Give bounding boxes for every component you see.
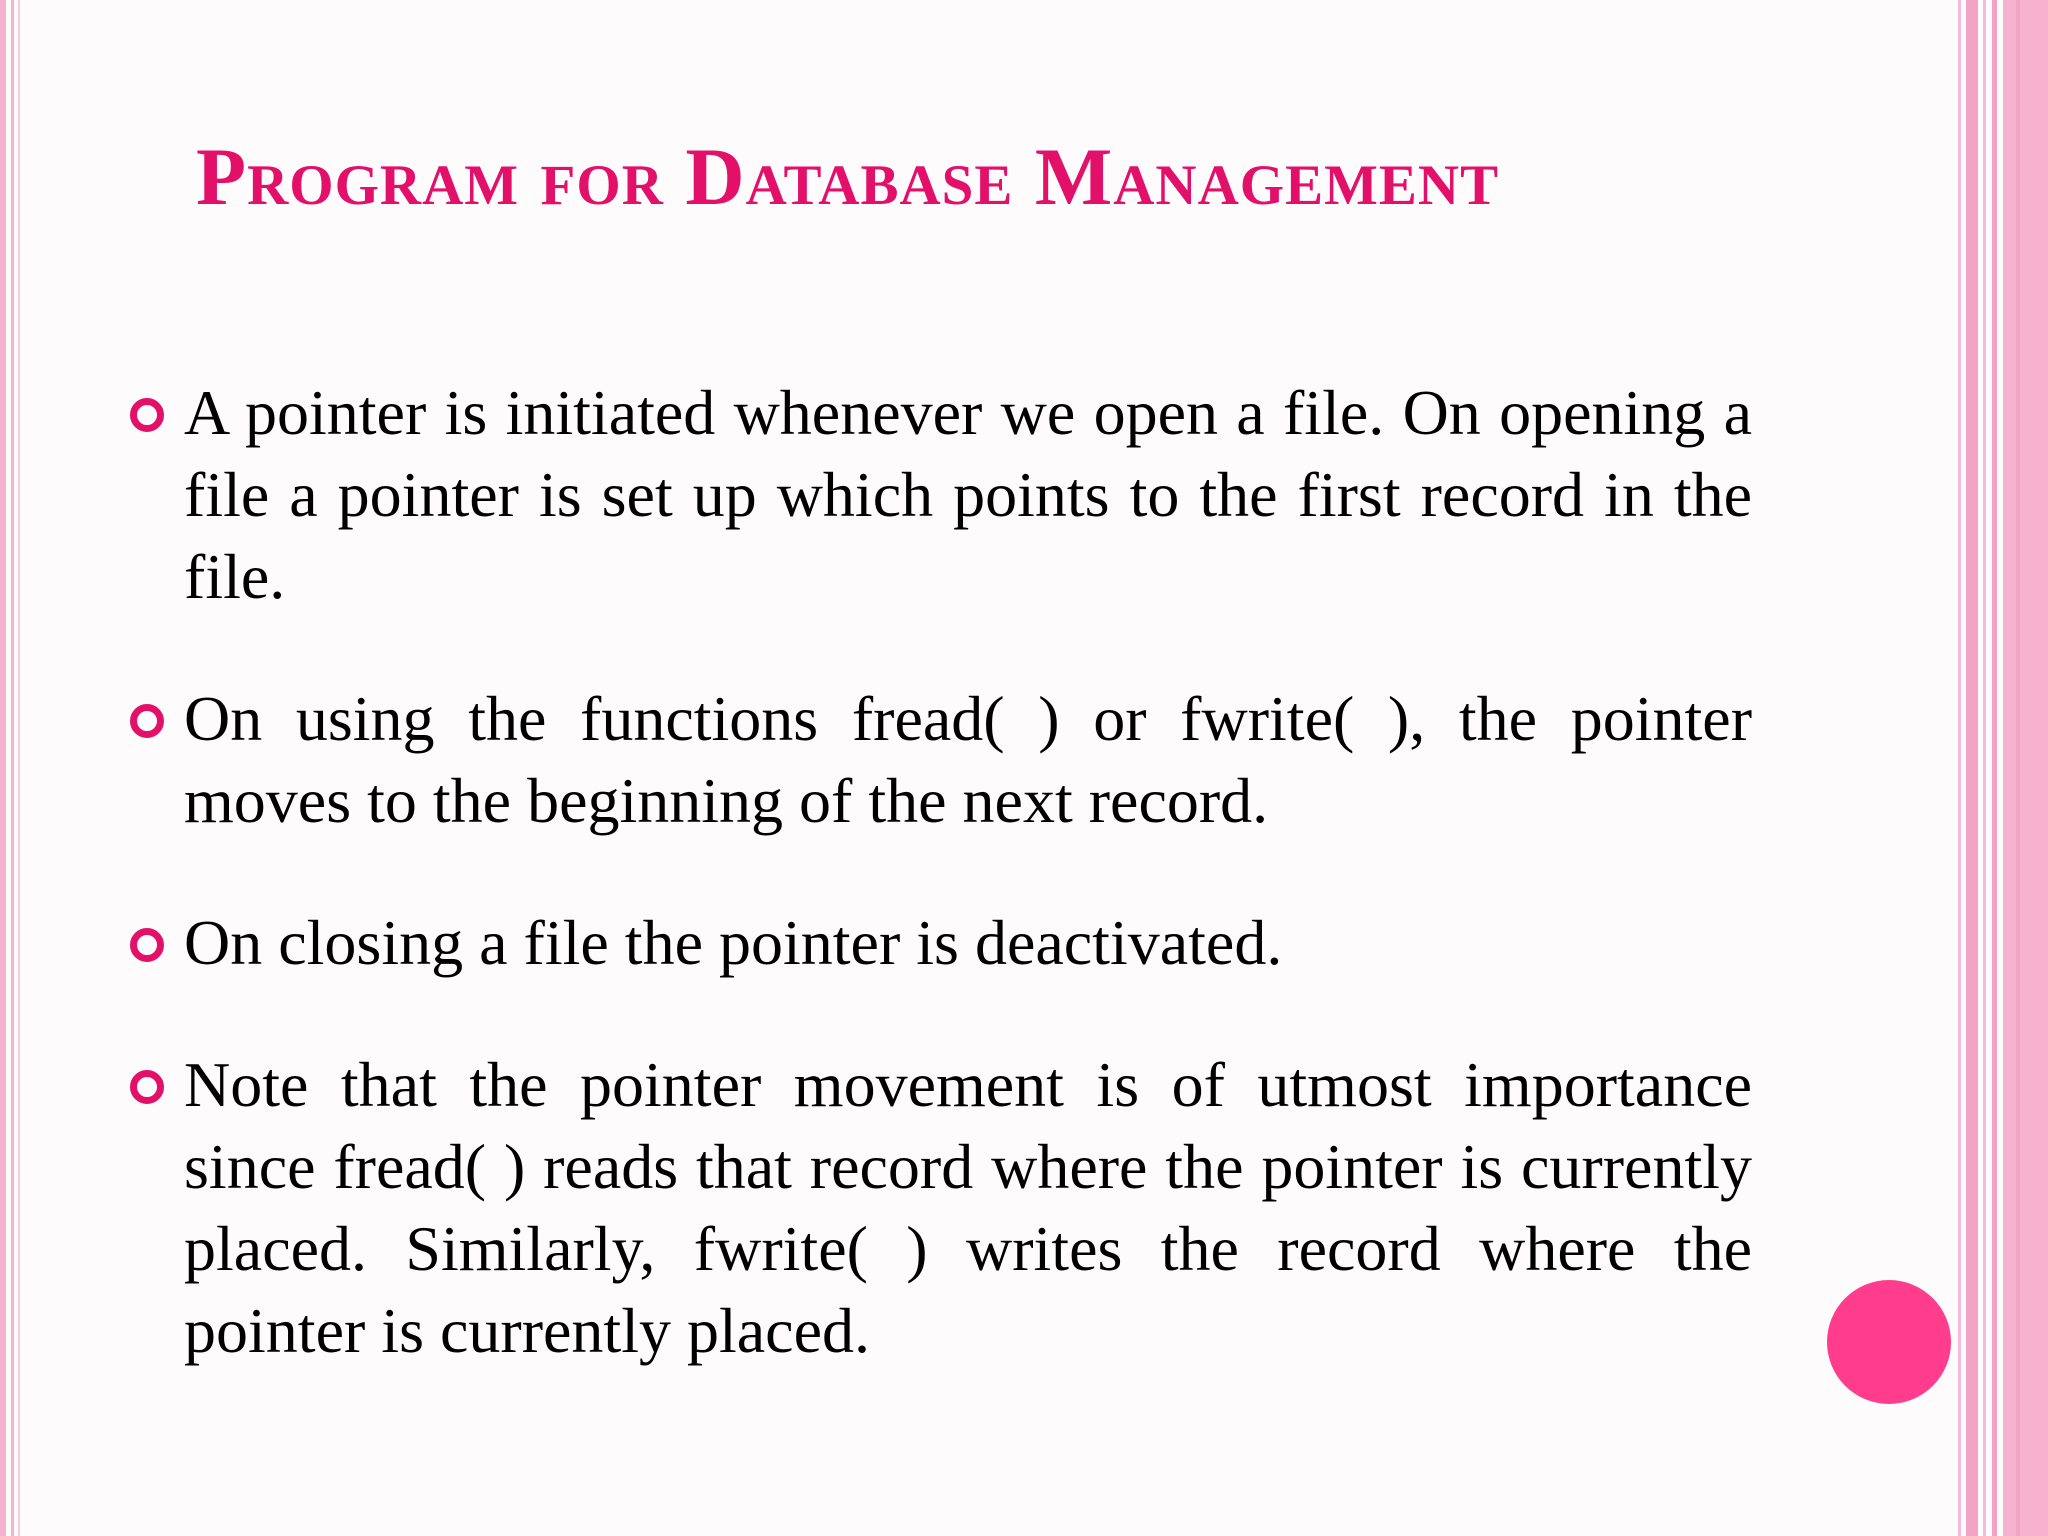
bullet-text: Note that the pointer movement is of utmost importance since fread( ) reads that record where the pointer is currently placed. Similarly, fwrite( ) writes the record where the pointer is currently placed.: [184, 1049, 1752, 1366]
right-border-stripe: [1983, 0, 1986, 1536]
bullet-item: [130, 1044, 1752, 1372]
right-border-stripe: [2016, 0, 2020, 1536]
left-border-stripe: [0, 0, 6, 1536]
bullet-item: [130, 902, 1752, 984]
right-border-stripe: [1966, 0, 1978, 1536]
filled-circle-decoration-icon: [1827, 1280, 1951, 1404]
hollow-circle-bullet-icon: [130, 398, 164, 432]
left-border-stripe: [11, 0, 14, 1536]
right-border-stripe: [2003, 0, 2048, 1536]
bullet-list: [130, 372, 1752, 1432]
bullet-text: On using the functions fread( ) or fwrite( ), the pointer moves to the beginning of the next record.: [184, 683, 1752, 836]
hollow-circle-bullet-icon: [130, 704, 164, 738]
slide-title: Program for Database Management: [196, 131, 1500, 222]
left-border-stripe: [18, 0, 20, 1536]
bullet-text: On closing a file the pointer is deactivated.: [184, 907, 1283, 978]
hollow-circle-bullet-icon: [130, 928, 164, 962]
bullet-item: [130, 678, 1752, 842]
bullet-item: [130, 372, 1752, 618]
hollow-circle-bullet-icon: [130, 1070, 164, 1104]
right-border-stripe: [1958, 0, 1961, 1536]
bullet-text: A pointer is initiated whenever we open a file. On opening a file a pointer is set up which points to the first record in the file.: [184, 377, 1752, 612]
right-border-stripe: [1992, 0, 1997, 1536]
